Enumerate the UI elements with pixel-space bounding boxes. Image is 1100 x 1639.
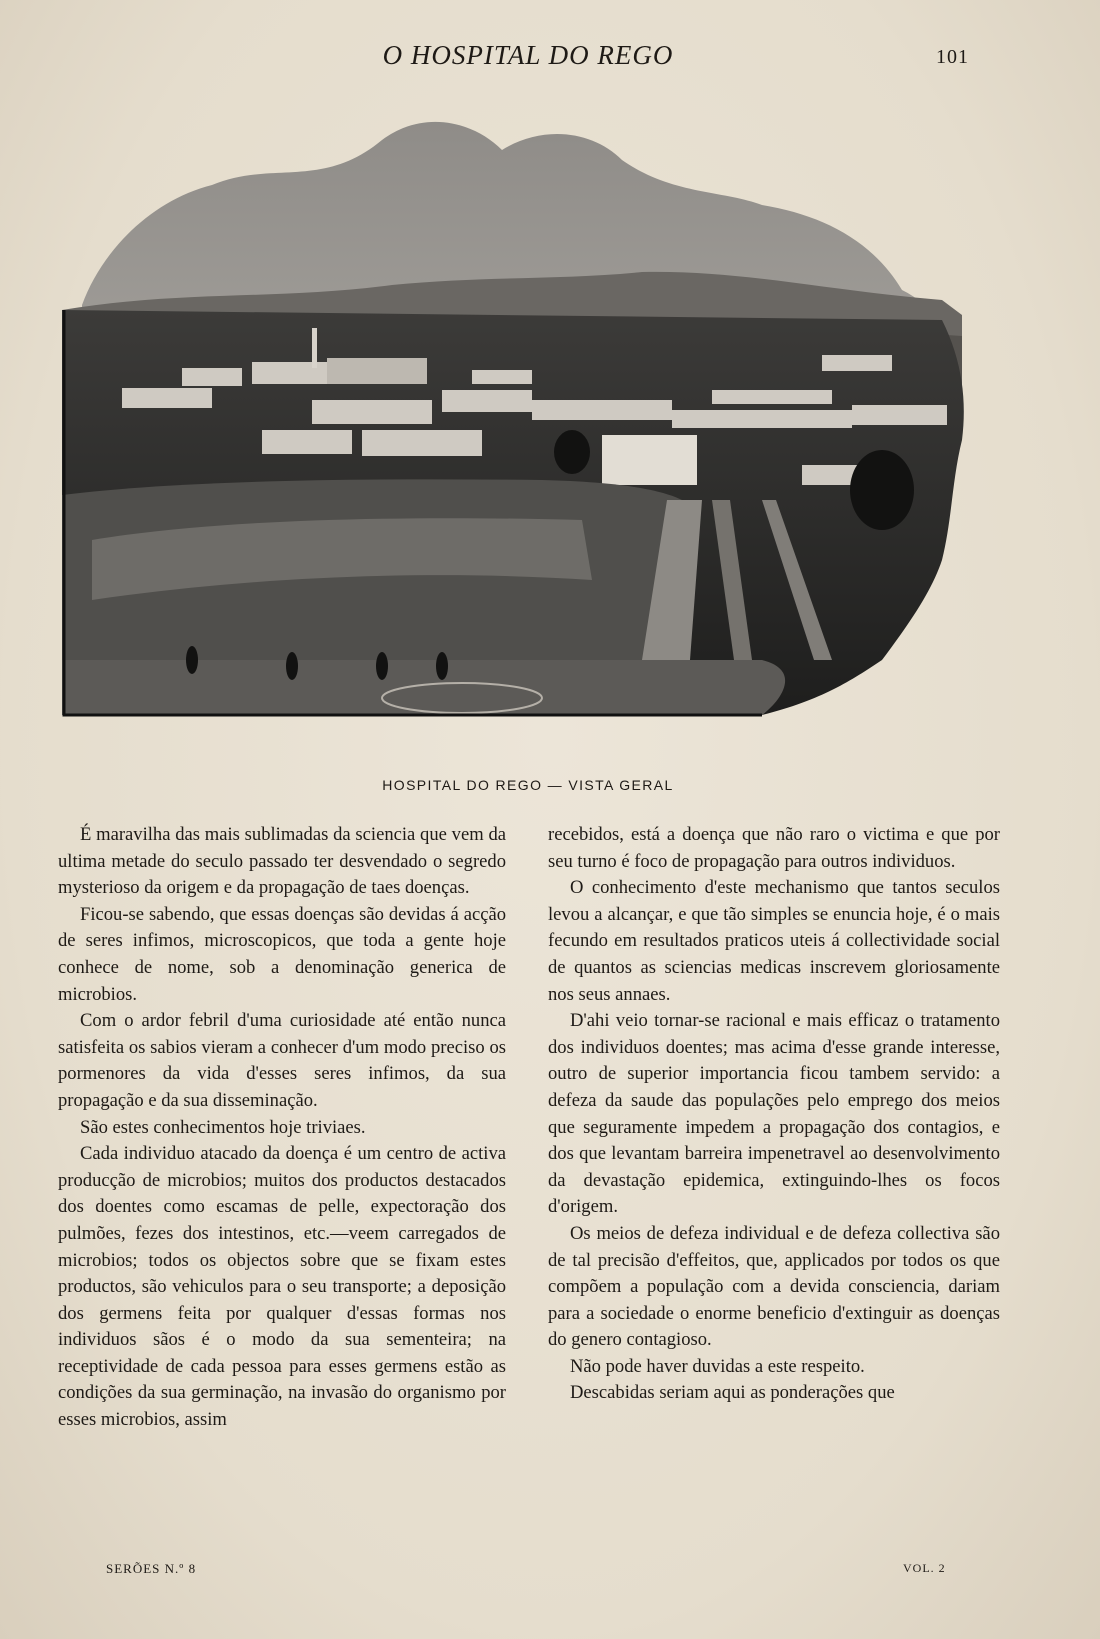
paragraph: O conhecimento d'este mechanismo que tantos seculos levou a alcançar, e que tão simples se enuncia hoje, é o mais fecundo em resultados praticos uteis á collectividade social de quantos as sciencias medicas inscrevem gloriosamente nos seus annaes. (548, 877, 1000, 1005)
running-header-title: O HOSPITAL DO REGO (382, 40, 674, 70)
figure-caption: HOSPITAL DO REGO — VISTA GERAL (382, 777, 674, 793)
hospital-photo (62, 100, 1012, 760)
paragraph: Cada individuo atacado da doença é um centro de activa producção de microbios; muitos dos productos destacados dos doentes como escamas de pelle, expectoração dos pulmões, fezes dos intestinos, etc.—veem carregados de microbios; todos os objectos sobre que se fixam estes productos, são vehiculos para o seu transporte; a deposição dos germens feita por qualquer d'essas formas nos individuos sãos é o modo da sua sementeira; na receptividade de cada pessoa para esses germens estão as condições da sua germinação, na invasão do organismo por esses microbios, assim (58, 1143, 506, 1431)
right-column (548, 822, 1000, 1407)
paragraph: Com o ardor febril d'uma curiosidade até então nunca satisfeita os sabios vieram a conhecer d'um modo preciso os pormenores da vida d'esses seres infimos, da sua propagação e da sua disseminação. (58, 1010, 506, 1111)
paragraph: recebidos, está a doença que não raro o victima e que por seu turno é foco de propagação para outros individuos. (548, 824, 1000, 872)
paragraph: Descabidas seriam aqui as ponderações que (570, 1382, 895, 1404)
paragraph: É maravilha das mais sublimadas da sciencia que vem da ultima metade do seculo passado ter desvendado o segredo mysterioso da origem e da propagação de taes doenças. (58, 824, 506, 899)
page-number: 101 (936, 46, 969, 68)
paragraph: Ficou-se sabendo, que essas doenças são devidas á acção de seres infimos, microscopicos, que toda a gente hoje conhece de nome, sob a denominação generica de microbios. (58, 903, 506, 1005)
landscape-photo-icon (62, 100, 1012, 760)
footer-volume: VOL. 2 (903, 1561, 946, 1575)
paragraph: Os meios de defeza individual e de defeza collectiva são de tal precisão d'effeitos, que, applicados por todos os que compõem a população com a devida consciencia, dariam para a sociedade o enorme beneficio d'extinguir as doenças do genero contagioso. (548, 1222, 1000, 1351)
paragraph: D'ahi veio tornar-se racional e mais efficaz o tratamento dos individuos doentes; mas acima d'esse grande interesse, outro de superior importancia ficou tambem servido: a defeza da saude das populações pelo emprego dos meios que seguramente impedem a propagação dos contagios, e dos que levantam barreira impenetravel ao desenvolvimento da devastação epidemica, extinguindo-lhes os focos d'origem. (548, 1010, 1000, 1218)
paragraph: Não pode haver duvidas a este respeito. (570, 1355, 865, 1377)
paragraph: São estes conhecimentos hoje triviaes. (80, 1116, 366, 1138)
left-column (58, 822, 506, 1434)
foreground-plaza (62, 660, 785, 715)
footer-issue: SERÕES N.º 8 (106, 1561, 197, 1576)
chimney (312, 328, 317, 368)
